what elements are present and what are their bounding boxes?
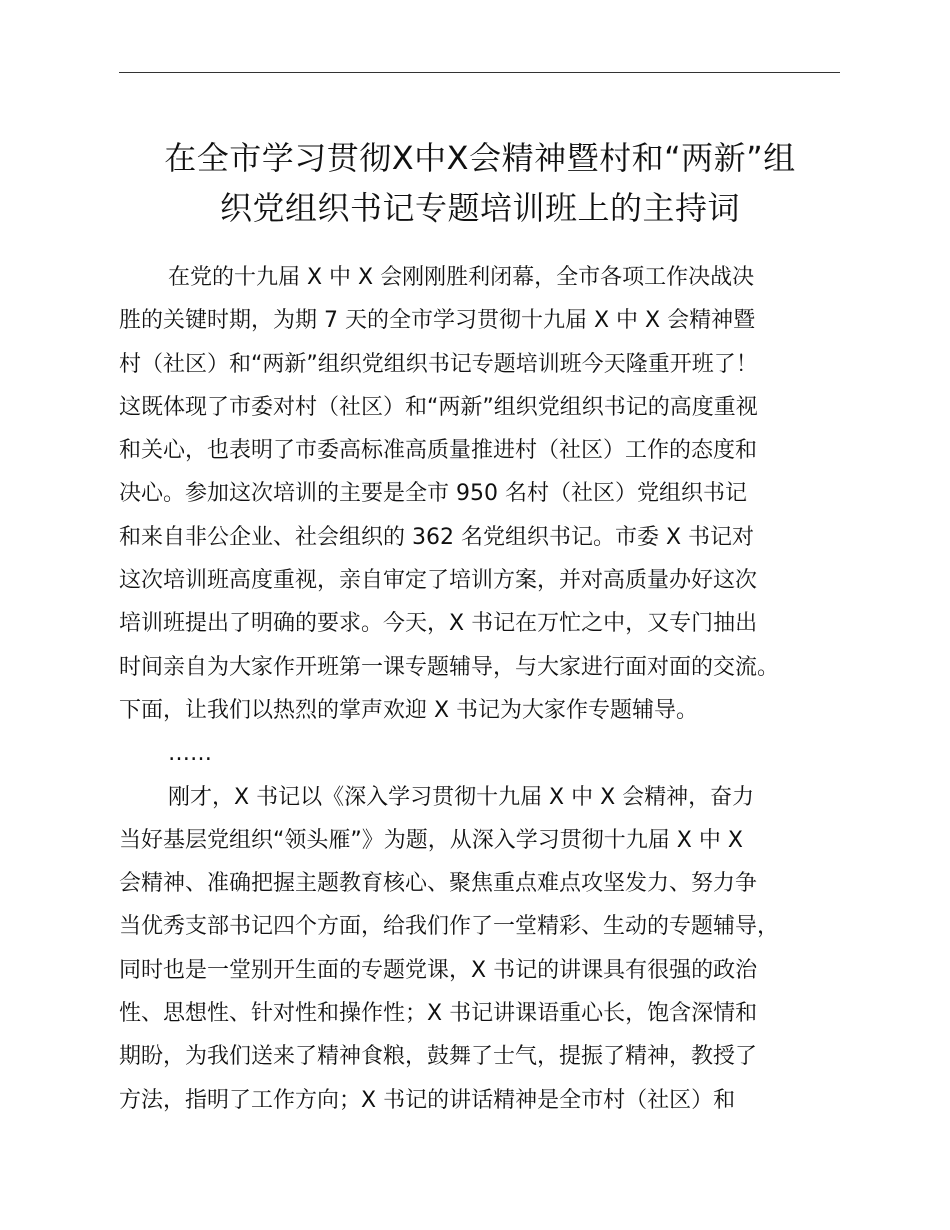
- paragraph-line: 在党的十九届 X 中 X 会刚刚胜利闭幕，全市各项工作决战决: [168, 265, 755, 290]
- paragraph-line: 村（社区）和“两新”组织党组织书记专题培训班今天隆重开班了！: [119, 351, 758, 377]
- document-body: [119, 256, 859, 1122]
- paragraph-line: 刚才，X 书记以《深入学习贯彻十九届 X 中 X 会精神，奋力: [168, 784, 755, 810]
- paragraph-line: 和关心，也表明了市委高标准高质量推进村（社区）工作的态度和: [119, 438, 758, 464]
- paragraph-line: 这既体现了市委对村（社区）和“两新”组织党组织书记的高度重视: [119, 394, 758, 420]
- paragraph-line: 当优秀支部书记四个方面，给我们作了一堂精彩、生动的专题辅导，: [119, 914, 780, 940]
- paragraph-line: 同时也是一堂别开生面的专题党课，X 书记的讲课具有很强的政治: [119, 957, 758, 983]
- paragraph-line: 时间亲自为大家作开班第一课专题辅导，与大家进行面对面的交流。: [119, 654, 780, 680]
- paragraph-line: 当好基层党组织“领头雁”》为题，从深入学习贯彻十九届 X 中 X: [119, 827, 743, 853]
- header-rule: [119, 72, 840, 73]
- paragraph-line: 培训班提出了明确的要求。今天，X 书记在万忙之中，又专门抽出: [119, 611, 758, 637]
- paragraph-line: 下面，让我们以热烈的掌声欢迎 X 书记为大家作专题辅导。: [119, 697, 699, 723]
- title-line: 织党组织书记专题培训班上的主持词: [219, 189, 740, 227]
- paragraph-line: 性、思想性、针对性和操作性；X 书记讲课语重心长，饱含深情和: [119, 1001, 758, 1027]
- paragraph-line: 这次培训班高度重视，亲自审定了培训方案，并对高质量办好这次: [119, 568, 758, 594]
- document-title: [100, 133, 860, 233]
- paragraph-line: 和来自非公企业、社会组织的 362 名党组织书记。市委 X 书记对: [119, 524, 755, 550]
- ellipsis-line: ……: [168, 741, 212, 767]
- paragraph-line: 决心。参加这次培训的主要是全市 950 名村（社区）党组织书记: [119, 481, 747, 507]
- paragraph-line: 期盼，为我们送来了精神食粮，鼓舞了士气，提振了精神，教授了: [119, 1044, 758, 1070]
- paragraph-line: 会精神、准确把握主题教育核心、聚焦重点难点攻坚发力、努力争: [119, 871, 758, 897]
- paragraph-line: 方法，指明了工作方向；X 书记的讲话精神是全市村（社区）和: [119, 1087, 736, 1113]
- paragraph-line: 胜的关键时期，为期 7 天的全市学习贯彻十九届 X 中 X 会精神暨: [119, 308, 756, 334]
- title-line: 在全市学习贯彻X中X会精神暨村和“两新”组: [164, 139, 796, 177]
